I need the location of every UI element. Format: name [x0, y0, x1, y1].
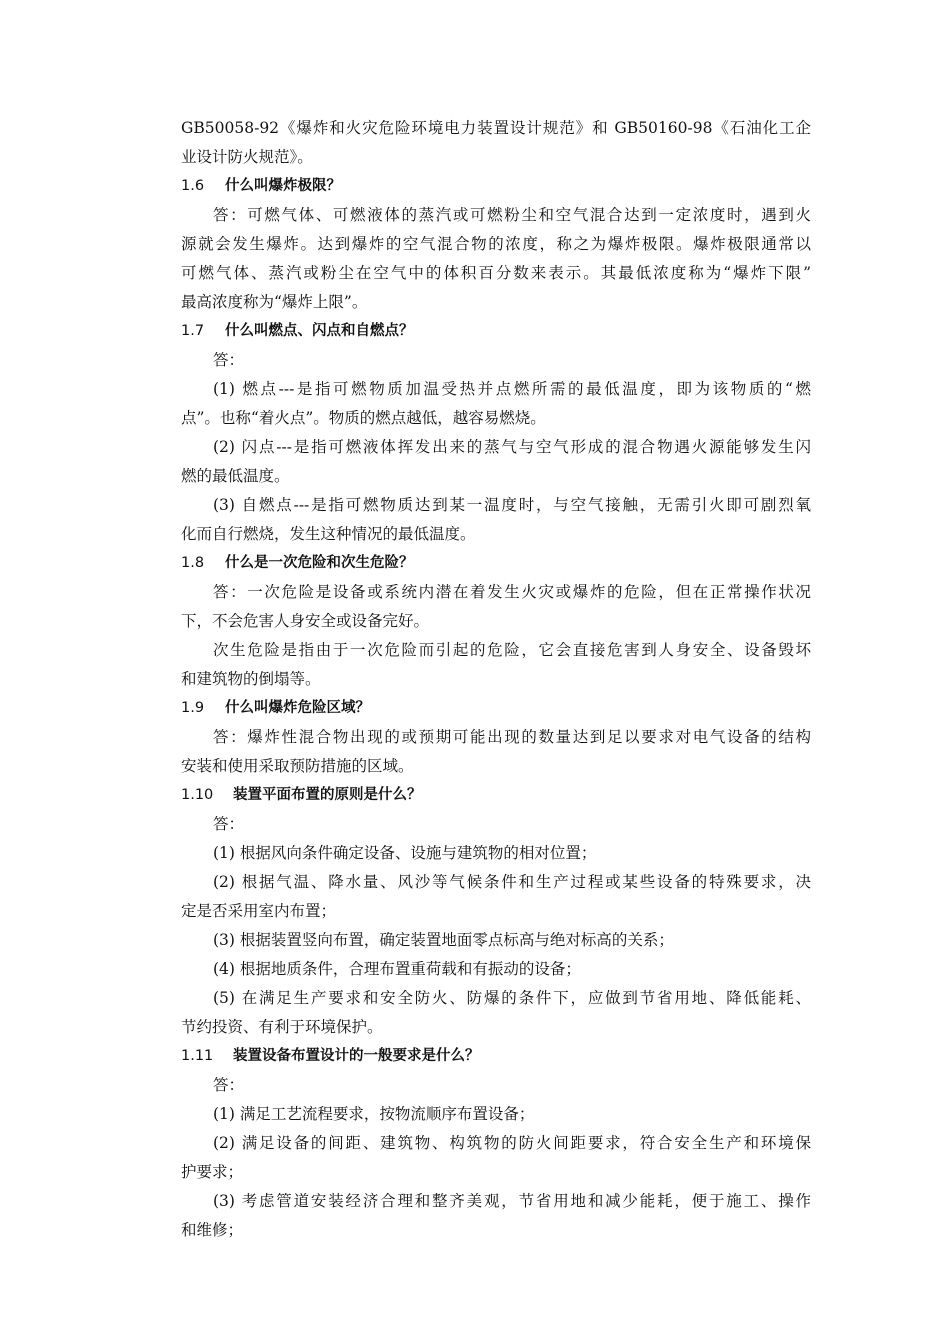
paragraph-line: (1) 根据风向条件确定设备、设施与建筑物的相对位置；	[213, 844, 597, 862]
paragraph-line: (3) 自燃点---是指可燃物质达到某一温度时，与空气接触，无需引火即可剧烈氧	[213, 496, 811, 514]
paragraph-line: 次生危险是指由于一次危险而引起的危险，它会直接危害到人身安全、设备毁坏	[213, 641, 811, 659]
section-title: 什么叫燃点、闪点和自燃点？	[225, 323, 414, 339]
section-title: 装置平面布置的原则是什么？	[233, 787, 422, 803]
paragraph-line: 答：可燃气体、可燃液体的蒸汽或可燃粉尘和空气混合达到一定浓度时，遇到火	[213, 206, 811, 224]
paragraph-line: 答：	[213, 1076, 245, 1094]
paragraph-line: 点”。也称“着火点”。物质的燃点越低，越容易燃烧。	[181, 409, 546, 427]
section-heading	[181, 172, 811, 201]
paragraph-line: (5) 在满足生产要求和安全防火、防爆的条件下，应做到节省用地、降低能耗、	[213, 989, 811, 1007]
section-number: 1.10	[181, 787, 214, 803]
paragraph-line: 护要求；	[181, 1163, 244, 1181]
section-number: 1.7	[181, 323, 205, 339]
paragraph-line: 定是否采用室内布置；	[181, 902, 337, 920]
section-number: 1.9	[181, 700, 205, 716]
paragraph-line: (2) 根据气温、降水量、风沙等气候条件和生产过程或某些设备的特殊要求，决	[213, 873, 811, 891]
paragraph-line: 最高浓度称为“爆炸上限”。	[181, 293, 368, 311]
section-heading	[181, 549, 811, 578]
paragraph-line: 可燃气体、蒸汽或粉尘在空气中的体积百分数来表示。其最低浓度称为“爆炸下限”	[181, 264, 811, 282]
paragraph-line: (3) 考虑管道安装经济合理和整齐美观，节省用地和减少能耗，便于施工、操作	[213, 1192, 811, 1210]
paragraph-line: (1) 燃点---是指可燃物质加温受热并点燃所需的最低温度，即为该物质的“燃	[213, 380, 811, 398]
paragraph-line: 答：爆炸性混合物出现的或预期可能出现的数量达到足以要求对电气设备的结构	[213, 728, 811, 746]
paragraph-line: 业设计防火规范》。	[181, 148, 313, 166]
document-body	[181, 114, 811, 1245]
paragraph-line: 下，不会危害人身安全或设备完好。	[181, 612, 430, 630]
paragraph-line: 答：	[213, 815, 245, 833]
paragraph-line: 源就会发生爆炸。达到爆炸的空气混合物的浓度，称之为爆炸极限。爆炸极限通常以	[181, 235, 811, 253]
paragraph-line: 和维修；	[181, 1221, 244, 1239]
paragraph-line: (1) 满足工艺流程要求，按物流顺序布置设备；	[213, 1105, 535, 1123]
paragraph-line: 燃的最低温度。	[181, 467, 290, 485]
section-number: 1.11	[181, 1048, 214, 1064]
section-title: 什么叫爆炸危险区域？	[225, 700, 370, 716]
paragraph-line: (3) 根据装置竖向布置，确定装置地面零点标高与绝对标高的关系；	[213, 931, 674, 949]
section-heading	[181, 694, 811, 723]
paragraph-line: 节约投资、有利于环境保护。	[181, 1018, 383, 1036]
paragraph-line: (4) 根据地质条件，合理布置重荷载和有振动的设备；	[213, 960, 581, 978]
section-heading	[181, 781, 811, 810]
section-title: 什么是一次危险和次生危险？	[225, 555, 414, 571]
paragraph-line: 和建筑物的倒塌等。	[181, 670, 321, 688]
section-heading	[181, 317, 811, 346]
paragraph-line: 化而自行燃烧，发生这种情况的最低温度。	[181, 525, 476, 543]
paragraph-line: GB50058-92《爆炸和火灾危险环境电力装置设计规范》和 GB50160-98《石油化工企	[181, 119, 811, 137]
paragraph-line: (2) 闪点---是指可燃液体挥发出来的蒸气与空气形成的混合物遇火源能够发生闪	[213, 438, 811, 456]
paragraph-line: 答：一次危险是设备或系统内潜在着发生火灾或爆炸的危险，但在正常操作状况	[213, 583, 811, 601]
section-number: 1.6	[181, 178, 205, 194]
paragraph-line: (2) 满足设备的间距、建筑物、构筑物的防火间距要求，符合安全生产和环境保	[213, 1134, 811, 1152]
section-title: 装置设备布置设计的一般要求是什么？	[233, 1048, 480, 1064]
paragraph-line: 安装和使用采取预防措施的区域。	[181, 757, 414, 775]
section-number: 1.8	[181, 555, 205, 571]
paragraph-line: 答：	[213, 351, 245, 369]
section-heading	[181, 1042, 811, 1071]
section-title: 什么叫爆炸极限？	[225, 178, 341, 194]
